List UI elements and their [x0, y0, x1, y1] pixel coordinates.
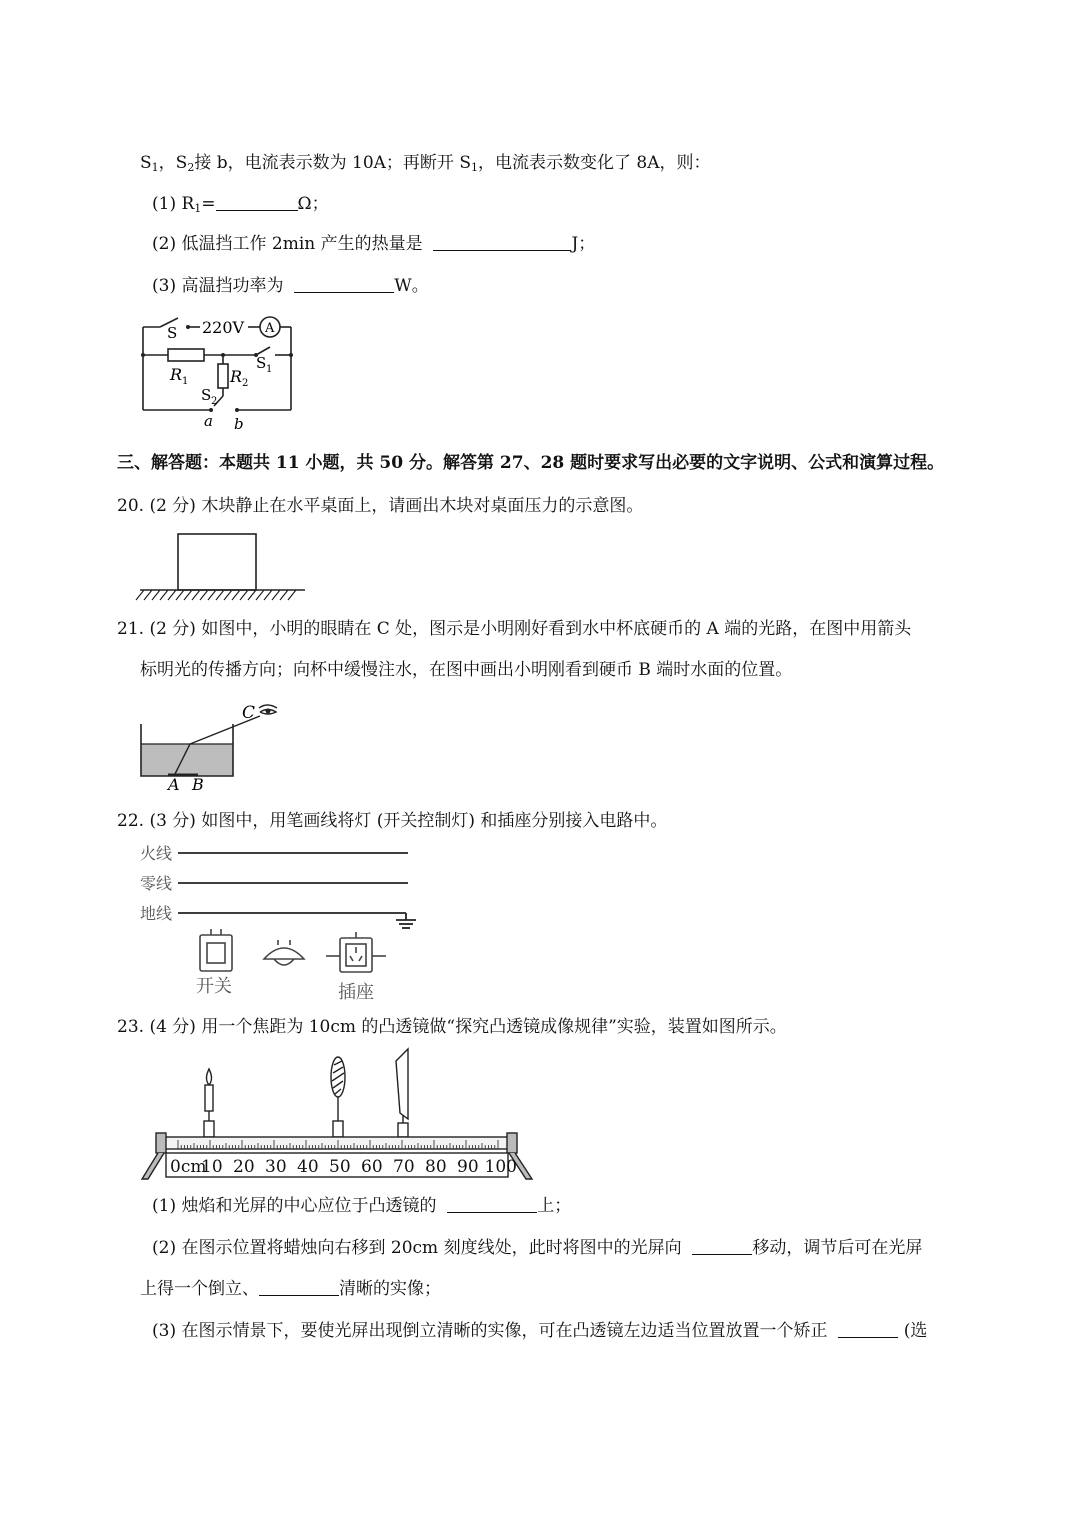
table-hatch-line	[272, 590, 280, 600]
ruler-label: 60	[361, 1157, 383, 1177]
cup-refraction-figure	[138, 700, 288, 792]
q23-p2-suffix: 移动，调节后可在光屏	[752, 1238, 923, 1258]
table-hatch-line	[248, 590, 256, 600]
answer-blank[interactable]	[294, 276, 394, 293]
ruler-label: 50	[329, 1157, 351, 1177]
convex-lens-icon	[331, 1057, 345, 1137]
q23-p2-line2-prefix: 上得一个倒立、	[140, 1279, 259, 1299]
q19-p2-suffix: J；	[571, 234, 596, 254]
ruler-label: 70	[393, 1157, 415, 1177]
q23-part2	[152, 1237, 922, 1259]
table-hatch-line	[240, 590, 248, 600]
q23-p2-line2-suffix: 清晰的实像；	[339, 1279, 441, 1299]
symbol-s1-sub: 1	[151, 161, 159, 174]
q23-part2-line2	[140, 1278, 441, 1300]
q19-p1-suffix: Ω；	[297, 194, 329, 214]
table-hatch-line	[152, 590, 160, 600]
q23-p3-suffix: (选	[903, 1321, 928, 1341]
q23-p2-prefix: (2) 在图示位置将蜡烛向右移到 20cm 刻度线处，此时将图中的光屏向	[152, 1238, 682, 1258]
question-21-line2: 标明光的传播方向；向杯中缓慢注水，在图中画出小明刚看到硬币 B 端时水面的位置。	[140, 660, 793, 680]
table-hatch-line	[176, 590, 184, 600]
r2-label: R	[230, 367, 243, 386]
ruler-label: 90	[457, 1157, 479, 1177]
section-3-heading: 三、解答题：本题共 11 小题，共 50 分。解答第 27、28 题时要求写出必要的文字说明、公式和演算过程。	[117, 453, 945, 473]
symbol-s1: S	[140, 153, 152, 173]
table-hatch-line	[224, 590, 232, 600]
q23-p3-prefix: (3) 在图示情景下，要使光屏出现倒立清晰的实像，可在凸透镜左边适当位置放置一个矫正	[152, 1321, 828, 1341]
answer-blank[interactable]	[838, 1321, 898, 1338]
r1-label: R	[170, 365, 183, 384]
q23-part3	[152, 1320, 927, 1342]
table-hatch-line	[168, 590, 176, 600]
switch-s1-label: S	[256, 354, 267, 372]
socket-label: 插座	[338, 982, 374, 1003]
switch-s2-sub: 2	[211, 396, 218, 407]
neutral-wire-label: 零线	[140, 874, 173, 893]
intro-text-b: 接 b，电流表示数为 10A；再断开 S	[194, 153, 471, 173]
table-hatch-line	[264, 590, 272, 600]
q19-part1	[152, 193, 329, 220]
table-hatch-line	[136, 590, 144, 600]
q23-p1-suffix: 上；	[537, 1196, 572, 1216]
answer-blank[interactable]	[433, 234, 571, 251]
q19-p2-prefix: (2) 低温挡工作 2min 产生的热量是	[152, 234, 423, 254]
table-hatch-line	[288, 590, 296, 600]
symbol-s2-sub: 2	[187, 161, 195, 174]
answer-blank[interactable]	[692, 1238, 752, 1255]
candle-icon	[204, 1069, 214, 1137]
answer-blank[interactable]	[447, 1196, 537, 1213]
point-a-coin-label: A	[168, 775, 180, 794]
ammeter-label: A	[265, 321, 275, 336]
household-circuit-figure	[138, 840, 428, 1005]
intro-text-b-sub: 1	[470, 161, 478, 174]
table-hatch-line	[144, 590, 152, 600]
q23-part1	[152, 1195, 571, 1217]
q19-part3	[152, 275, 429, 297]
socket-icon	[326, 932, 386, 972]
voltage-label: 220V	[202, 318, 245, 337]
ruler-label: 30	[265, 1157, 287, 1177]
table-hatch-line	[216, 590, 224, 600]
ruler-label: 20	[233, 1157, 255, 1177]
ruler-label: 0cm	[170, 1157, 207, 1177]
light-screen-icon	[396, 1049, 408, 1137]
answer-blank[interactable]	[216, 194, 298, 211]
optical-bench-figure	[138, 1045, 538, 1185]
live-wire-label: 火线	[140, 844, 173, 863]
switch-s2-label: S	[201, 386, 212, 404]
question-21-line1: 21. (2 分) 如图中，小明的眼睛在 C 处，图示是小明刚好看到水中杯底硬币的 A 端的光路，在图中用箭头	[117, 619, 912, 639]
q19-part2	[152, 233, 595, 255]
wood-block-figure	[140, 532, 310, 604]
question-23: 23. (4 分) 用一个焦距为 10cm 的凸透镜做“探究凸透镜成像规律”实验，装置如图所示。	[117, 1017, 787, 1037]
table-hatch-line	[256, 590, 264, 600]
table-hatch-line	[232, 590, 240, 600]
q19-p3-prefix: (3) 高温挡功率为	[152, 276, 284, 296]
circuit-diagram-q19	[138, 312, 308, 434]
switch-s-label: S	[167, 324, 178, 342]
question-20: 20. (2 分) 木块静止在水平桌面上，请画出木块对桌面压力的示意图。	[117, 496, 644, 516]
ground-wire-label: 地线	[140, 904, 173, 923]
lamp-icon	[264, 940, 304, 965]
q19-p1-prefix: (1) R	[152, 194, 195, 214]
table-hatch-line	[160, 590, 168, 600]
ruler-label: 10	[201, 1157, 223, 1177]
table-hatch-line	[192, 590, 200, 600]
intro-line	[140, 152, 710, 179]
point-b-coin-label: B	[192, 775, 204, 794]
r2-sub: 2	[242, 378, 249, 389]
q19-p3-suffix: W。	[394, 276, 429, 296]
switch-icon	[200, 929, 232, 971]
answer-blank[interactable]	[259, 1279, 339, 1296]
point-b-label: b	[234, 415, 244, 433]
point-a-label: a	[204, 412, 213, 430]
eye-icon	[259, 705, 277, 714]
table-hatch-line	[280, 590, 288, 600]
table-hatch-line	[184, 590, 192, 600]
switch-s1-sub: 1	[266, 364, 273, 375]
intro-comma: ，	[158, 153, 176, 173]
intro-text-c: ，电流表示数变化了 8A，则：	[477, 153, 711, 173]
symbol-s2: S	[175, 153, 188, 173]
ruler-label: 40	[297, 1157, 319, 1177]
point-c-label: C	[242, 703, 256, 723]
table-hatch-line	[208, 590, 216, 600]
question-22: 22. (3 分) 如图中，用笔画线将灯 (开关控制灯) 和插座分别接入电路中。	[117, 811, 668, 831]
r1-sub: 1	[182, 376, 189, 387]
switch-label: 开关	[196, 976, 232, 997]
q19-p1-sub: 1	[194, 202, 202, 215]
q23-p1-prefix: (1) 烛焰和光屏的中心应位于凸透镜的	[152, 1196, 437, 1216]
q19-p1-eq: =	[201, 194, 216, 214]
ruler-label: 100	[484, 1157, 517, 1177]
table-hatch-line	[200, 590, 208, 600]
ruler-label: 80	[425, 1157, 447, 1177]
